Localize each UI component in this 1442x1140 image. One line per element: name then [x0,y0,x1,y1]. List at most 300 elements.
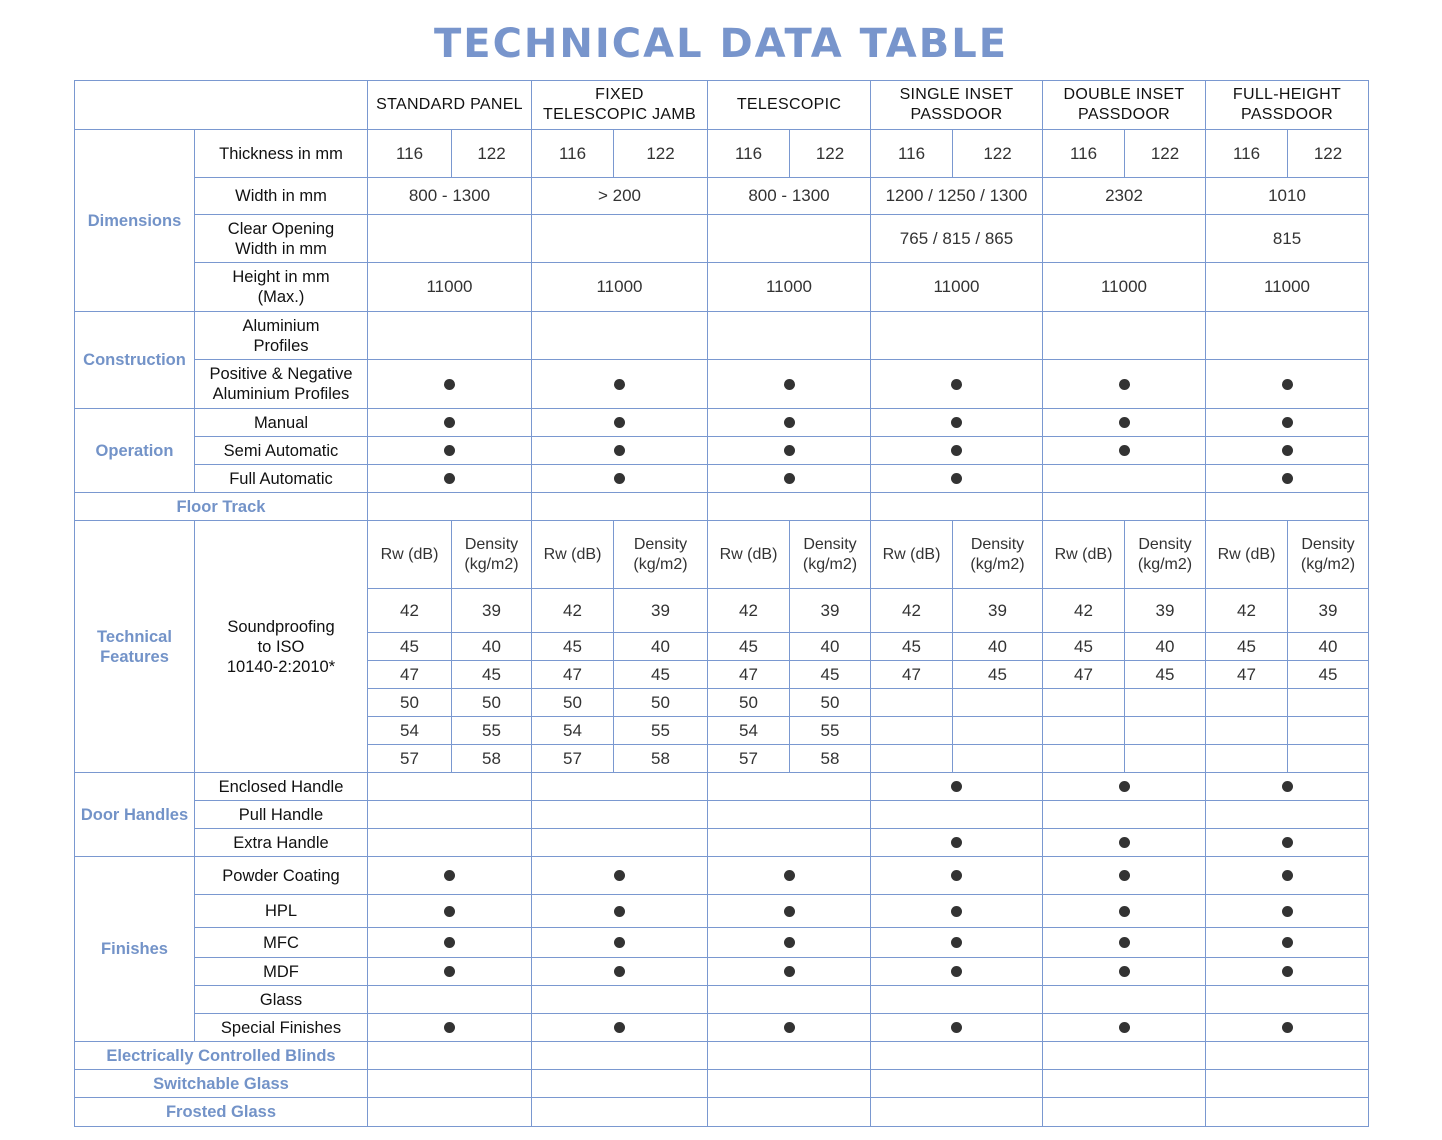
density-value [789,660,870,688]
row-label-manual [194,408,367,436]
density-value-text: 39 [1155,600,1175,620]
feature-cell [870,1041,1042,1069]
density-value [789,632,870,660]
row-label-semi [194,436,367,464]
rw-value-text: 45 [739,636,758,656]
bullet-dot-icon [707,1013,870,1041]
row-label-hpl-text: HPL [264,902,298,920]
row-label-pull-text: Pull Handle [238,805,324,824]
feature-cell [1205,492,1368,520]
feature-cell [531,1041,707,1069]
category-construction [74,311,194,408]
feature-cell [707,1069,870,1097]
rw-value [707,744,789,772]
bullet-dot-icon [870,464,1042,492]
thickness-value-text: 116 [1232,143,1261,163]
rw-header-text: Rw (dB) [380,545,439,563]
feature-cell [367,800,531,828]
rw-header-text: Rw (dB) [1054,545,1113,563]
width-value [870,177,1042,214]
density-value-text: 40 [482,636,501,656]
density-value-text: 40 [820,636,840,656]
empty-cell [1205,716,1287,744]
rw-header [707,520,789,588]
bullet-dot-icon [531,464,707,492]
density-header-text: Density (kg/m2) [633,535,688,573]
feature-cell [531,492,707,520]
density-value [1287,660,1368,688]
rw-header-text: Rw (dB) [1217,545,1276,563]
category-door-handles [74,772,194,856]
row-label-height-text: Height in mm (Max.) [232,268,330,306]
rw-value [531,716,613,744]
empty-cell [1042,716,1124,744]
rw-value-text: 42 [1074,600,1093,620]
column-header [1042,80,1205,129]
feature-cell [1205,1041,1368,1069]
thickness-value-text: 116 [1069,143,1098,163]
thickness-value-text: 122 [477,143,506,163]
density-value [451,688,531,716]
category-door-handles-text: Door Handles [80,805,189,824]
row-label-mdf [194,957,367,985]
height-value-text: 11000 [1263,277,1310,296]
density-header [1124,520,1205,588]
thickness-value [1205,129,1287,177]
density-header [1287,520,1368,588]
bullet-dot-icon [707,436,870,464]
bullet-dot-icon [1205,436,1368,464]
density-value-text: 45 [651,664,670,684]
width-value [1042,177,1205,214]
bullet-dot-icon [531,1013,707,1041]
density-value [789,688,870,716]
feature-cell [367,311,531,359]
row-label-posneg-text: Positive & Negative Aluminium Profiles [209,365,353,403]
rw-value [707,632,789,660]
thickness-value [789,129,870,177]
column-header-text: FULL-HEIGHT PASSDOOR [1232,86,1342,123]
rw-header-text: Rw (dB) [882,545,941,563]
thickness-value [367,129,451,177]
row-label-full [194,464,367,492]
bullet-dot-icon [1042,927,1205,957]
empty-cell [1205,688,1287,716]
thickness-value-text: 116 [395,143,424,163]
column-header [1205,80,1368,129]
category-switchable-text: Switchable Glass [153,1074,289,1093]
column-header [531,80,707,129]
clear-opening-value-text: 765 / 815 / 865 [899,228,1014,248]
rw-value-text: 57 [400,748,419,768]
density-value [613,744,707,772]
bullet-dot-icon [531,408,707,436]
bullet-dot-icon [1042,957,1205,985]
density-value [451,632,531,660]
density-value-text: 58 [482,748,501,768]
feature-cell [707,828,870,856]
rw-value [707,716,789,744]
height-value-text: 11000 [426,277,473,296]
width-value-text: 800 - 1300 [748,186,830,205]
rw-value [707,688,789,716]
rw-header-text: Rw (dB) [543,545,602,563]
width-value [531,177,707,214]
density-value-text: 45 [482,664,501,684]
rw-value-text: 57 [739,748,758,768]
thickness-value [1287,129,1368,177]
rw-value [367,716,451,744]
feature-cell [1205,985,1368,1013]
density-value [1124,660,1205,688]
bullet-dot-icon [1205,856,1368,894]
column-header-text: FIXED TELESCOPIC JAMB [543,86,696,123]
row-label-special [194,1013,367,1041]
category-operation [74,408,194,492]
empty-cell [1124,716,1205,744]
rw-value-text: 42 [739,600,758,620]
bullet-dot-icon [367,1013,531,1041]
empty-cell [1287,716,1368,744]
bullet-dot-icon [870,772,1042,800]
bullet-dot-icon [367,856,531,894]
rw-header [531,520,613,588]
density-value-text: 45 [1155,664,1175,684]
rw-value-text: 50 [739,692,758,712]
row-label-clear-opening-text: Clear Opening Width in mm [227,219,335,258]
bullet-dot-icon [870,856,1042,894]
density-header-text: Density (kg/m2) [464,535,519,573]
density-value [613,660,707,688]
rw-value-text: 42 [1237,600,1256,620]
density-value [451,716,531,744]
row-label-clear-opening [194,214,367,262]
row-label-width-text: Width in mm [235,187,327,205]
row-label-hpl [194,894,367,927]
feature-cell [707,800,870,828]
density-value-text: 39 [820,600,840,620]
feature-cell [367,1069,531,1097]
density-header [613,520,707,588]
row-label-height [194,262,367,311]
rw-value [870,588,952,632]
height-value [1205,262,1368,311]
row-label-thickness-text: Thickness in mm [219,144,343,163]
thickness-value [707,129,789,177]
height-value [870,262,1042,311]
bullet-dot-icon [870,927,1042,957]
density-value-text: 55 [651,720,670,740]
bullet-dot-icon [707,408,870,436]
row-label-mfc-text: MFC [263,933,299,952]
bullet-dot-icon [1042,359,1205,408]
rw-value-text: 50 [400,692,419,712]
thickness-value-text: 116 [734,143,763,163]
feature-cell [870,1069,1042,1097]
category-blinds-text: Electrically Controlled Blinds [106,1046,336,1065]
density-value [1287,632,1368,660]
column-header-text: DOUBLE INSET PASSDOOR [1063,86,1185,123]
clear-opening-value [1042,214,1205,262]
feature-cell [1042,985,1205,1013]
bullet-dot-icon [367,927,531,957]
density-value-text: 45 [988,664,1007,684]
row-label-soundproofing-text: Soundproofing to ISO 10140-2:2010* [226,617,336,676]
rw-value [531,632,613,660]
feature-cell [1205,1097,1368,1126]
empty-cell [1124,744,1205,772]
empty-cell [1287,688,1368,716]
density-header-text: Density (kg/m2) [970,535,1025,573]
header-corner [74,80,367,129]
bullet-dot-icon [367,894,531,927]
bullet-dot-icon [1042,894,1205,927]
bullet-dot-icon [1205,927,1368,957]
rw-value-text: 47 [1237,664,1256,684]
category-frosted [74,1097,367,1126]
thickness-value [952,129,1042,177]
rw-value [531,688,613,716]
feature-cell [870,1097,1042,1126]
row-label-aluminium-text: Aluminium Profiles [242,316,320,355]
rw-value-text: 47 [563,664,582,684]
rw-value-text: 45 [1074,636,1093,656]
feature-cell [367,985,531,1013]
category-operation-text: Operation [95,441,174,460]
rw-value-text: 47 [902,664,921,684]
rw-value [707,660,789,688]
bullet-dot-icon [1205,772,1368,800]
row-label-mfc [194,927,367,957]
rw-value [367,588,451,632]
bullet-dot-icon [870,359,1042,408]
category-floor-track [74,492,367,520]
rw-value [1205,588,1287,632]
row-label-soundproofing [194,520,367,772]
row-label-full-text: Full Automatic [229,469,333,488]
column-header-text: TELESCOPIC [736,96,842,113]
row-label-width [194,177,367,214]
row-label-extra-text: Extra Handle [233,833,329,852]
density-value-text: 50 [482,692,501,712]
width-value [707,177,870,214]
density-value-text: 58 [820,748,840,768]
density-header-text: Density (kg/m2) [802,535,858,573]
category-floor-track-text: Floor Track [176,497,266,516]
thickness-value [613,129,707,177]
density-value [952,632,1042,660]
rw-value [531,660,613,688]
thickness-value-text: 122 [815,143,845,163]
rw-value-text: 42 [902,600,921,620]
feature-cell [367,828,531,856]
clear-opening-value [1205,214,1368,262]
thickness-value [531,129,613,177]
rw-value [531,588,613,632]
thickness-value-text: 122 [646,143,675,163]
feature-cell [367,1041,531,1069]
rw-value [367,688,451,716]
rw-header [870,520,952,588]
height-value [531,262,707,311]
rw-value [870,660,952,688]
rw-value-text: 47 [400,664,419,684]
category-technical-features [74,520,194,772]
bullet-dot-icon [367,464,531,492]
height-value-text: 11000 [1100,277,1147,296]
feature-cell [531,1097,707,1126]
empty-cell [870,744,952,772]
density-value [1124,588,1205,632]
bullet-dot-icon [1205,464,1368,492]
density-value-text: 39 [988,600,1007,620]
feature-cell [531,800,707,828]
rw-value-text: 50 [563,692,582,712]
bullet-dot-icon [870,828,1042,856]
height-value-text: 11000 [765,277,812,296]
feature-cell [531,1069,707,1097]
row-label-glass [194,985,367,1013]
rw-value-text: 45 [563,636,582,656]
row-label-manual-text: Manual [253,413,309,432]
bullet-dot-icon [531,927,707,957]
bullet-dot-icon [367,408,531,436]
bullet-dot-icon [707,464,870,492]
feature-cell [707,1041,870,1069]
rw-value-text: 54 [563,720,582,740]
rw-value [367,744,451,772]
row-label-powder-text: Powder Coating [222,866,340,885]
density-value [451,744,531,772]
category-dimensions-text: Dimensions [87,211,182,230]
category-construction-text: Construction [83,351,186,369]
feature-cell [531,985,707,1013]
row-label-enclosed [194,772,367,800]
feature-cell [367,492,531,520]
clear-opening-value [531,214,707,262]
density-value [451,588,531,632]
feature-cell [1042,311,1205,359]
empty-cell [1042,688,1124,716]
density-value-text: 45 [1318,664,1338,684]
rw-header-text: Rw (dB) [719,545,778,563]
width-value-text: 1200 / 1250 / 1300 [885,186,1028,205]
bullet-dot-icon [1205,828,1368,856]
density-value [1287,588,1368,632]
feature-cell [707,985,870,1013]
feature-cell [870,800,1042,828]
feature-cell [367,1097,531,1126]
empty-cell [952,688,1042,716]
bullet-dot-icon [367,436,531,464]
feature-cell [1205,800,1368,828]
rw-value [531,744,613,772]
feature-cell [367,772,531,800]
feature-cell [707,1097,870,1126]
bullet-dot-icon [707,894,870,927]
density-value [613,588,707,632]
feature-cell [707,772,870,800]
feature-cell [531,311,707,359]
density-value [451,660,531,688]
height-value [367,262,531,311]
thickness-value-text: 122 [1150,143,1180,163]
bullet-dot-icon [1042,436,1205,464]
density-value-text: 45 [820,664,840,684]
category-finishes [74,856,194,1041]
row-label-aluminium [194,311,367,359]
thickness-value-text: 122 [983,143,1012,163]
bullet-dot-icon [870,957,1042,985]
rw-value-text: 47 [1074,664,1093,684]
density-value-text: 58 [651,748,670,768]
feature-cell [707,492,870,520]
rw-value [1042,660,1124,688]
thickness-value [1042,129,1124,177]
rw-value-text: 45 [1237,636,1256,656]
row-label-glass-text: Glass [259,990,303,1009]
bullet-dot-icon [531,436,707,464]
density-value-text: 50 [820,692,840,712]
column-header-text: STANDARD PANEL [376,96,523,113]
density-value-text: 55 [820,720,840,740]
feature-cell [1042,1041,1205,1069]
thickness-value-text: 122 [1313,143,1343,163]
rw-value [707,588,789,632]
density-value-text: 40 [1318,636,1338,656]
height-value-text: 11000 [933,277,980,296]
empty-cell [952,716,1042,744]
category-blinds [74,1041,367,1069]
density-value-text: 39 [482,600,501,620]
feature-cell [531,828,707,856]
height-value [1042,262,1205,311]
row-label-powder [194,856,367,894]
bullet-dot-icon [1042,1013,1205,1041]
row-label-special-text: Special Finishes [220,1018,342,1037]
bullet-dot-icon [1205,359,1368,408]
bullet-dot-icon [707,957,870,985]
density-value [1124,632,1205,660]
row-label-semi-text: Semi Automatic [223,441,339,460]
empty-cell [1205,744,1287,772]
row-label-mdf-text: MDF [263,962,299,981]
density-value [952,588,1042,632]
bullet-dot-icon [367,957,531,985]
bullet-dot-icon [531,957,707,985]
rw-value [1042,588,1124,632]
rw-header [1205,520,1287,588]
bullet-dot-icon [707,856,870,894]
density-value-text: 50 [651,692,670,712]
row-label-extra [194,828,367,856]
density-value [789,716,870,744]
density-value [789,744,870,772]
density-value-text: 39 [1318,600,1338,620]
bullet-dot-icon [707,359,870,408]
thickness-value-text: 116 [897,143,926,163]
rw-header [1042,520,1124,588]
empty-cell [1042,744,1124,772]
density-value-text: 40 [651,636,670,656]
empty-cell [870,716,952,744]
column-header [870,80,1042,129]
clear-opening-value-text: 815 [1272,228,1302,248]
width-value-text: 1010 [1268,186,1306,205]
density-header-text: Density (kg/m2) [1137,535,1193,573]
height-value [707,262,870,311]
category-dimensions [74,129,194,311]
